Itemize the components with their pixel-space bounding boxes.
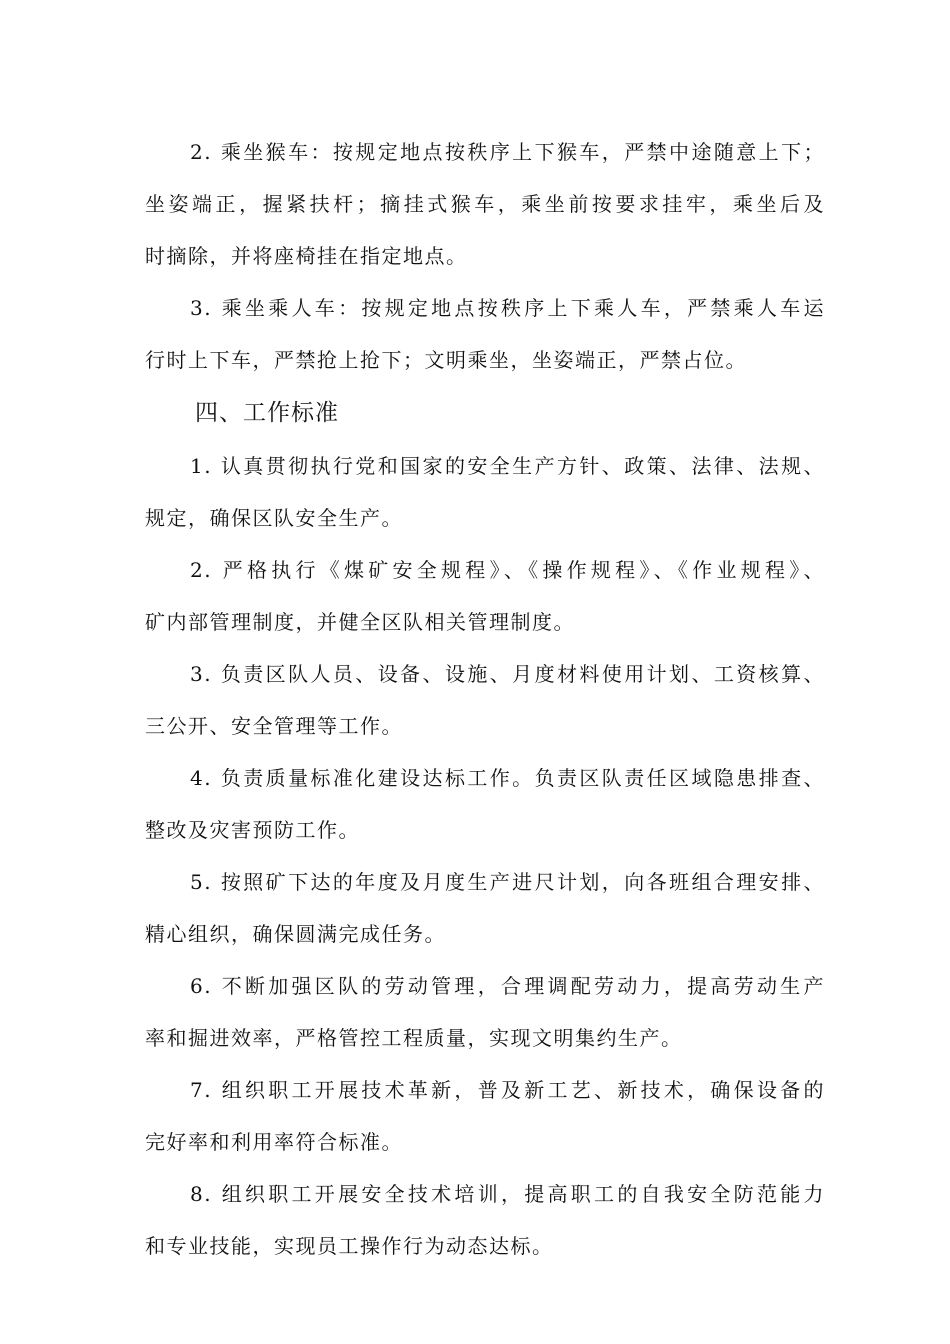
paragraph-line: 和专业技能，实现员工操作行为动态达标。 (145, 1234, 554, 1258)
document-body (145, 128, 825, 1274)
standard-item-1 (145, 442, 825, 546)
standard-item-8 (145, 1170, 825, 1274)
paragraph-line: 1. 认真贯彻执行党和国家的安全生产方针、政策、法律、法规、 (190, 454, 825, 478)
paragraph-line: 4. 负责质量标准化建设达标工作。负责区队责任区域隐患排查、 (190, 766, 825, 790)
paragraph-line: 率和掘进效率，严格管控工程质量，实现文明集约生产。 (145, 1026, 683, 1050)
standard-item-7 (145, 1066, 825, 1170)
paragraph-line: 6. 不断加强区队的劳动管理，合理调配劳动力，提高劳动生产 (190, 974, 825, 998)
paragraph-line: 行时上下车，严禁抢上抢下；文明乘坐，坐姿端正，严禁占位。 (145, 348, 747, 372)
paragraph-monkey-car (145, 128, 825, 284)
paragraph-line: 时摘除，并将座椅挂在指定地点。 (145, 244, 468, 268)
paragraph-line: 3. 负责区队人员、设备、设施、月度材料使用计划、工资核算、 (190, 662, 825, 686)
paragraph-line: 2. 严格执行《煤矿安全规程》、《操作规程》、《作业规程》、 (190, 558, 825, 582)
paragraph-line: 精心组织，确保圆满完成任务。 (145, 922, 446, 946)
paragraph-line: 矿内部管理制度，并健全区队相关管理制度。 (145, 610, 575, 634)
standard-item-5 (145, 858, 825, 962)
section-heading: 四、工作标准 (195, 400, 339, 426)
standard-item-4 (145, 754, 825, 858)
paragraph-line: 5. 按照矿下达的年度及月度生产进尺计划，向各班组合理安排、 (190, 870, 825, 894)
paragraph-line: 3. 乘坐乘人车：按规定地点按秩序上下乘人车，严禁乘人车运 (190, 296, 825, 320)
paragraph-line: 2. 乘坐猴车：按规定地点按秩序上下猴车，严禁中途随意上下； (190, 140, 825, 164)
paragraph-passenger-car (145, 284, 825, 388)
paragraph-line: 三公开、安全管理等工作。 (145, 714, 403, 738)
paragraph-line: 规定，确保区队安全生产。 (145, 506, 403, 530)
paragraph-line: 8. 组织职工开展安全技术培训，提高职工的自我安全防范能力 (190, 1182, 825, 1206)
paragraph-line: 7. 组织职工开展技术革新，普及新工艺、新技术，确保设备的 (190, 1078, 825, 1102)
standard-item-2 (145, 546, 825, 650)
standard-item-3 (145, 650, 825, 754)
paragraph-line: 坐姿端正，握紧扶杆；摘挂式猴车，乘坐前按要求挂牢，乘坐后及 (145, 192, 825, 216)
standard-item-6 (145, 962, 825, 1066)
paragraph-line: 完好率和利用率符合标准。 (145, 1130, 403, 1154)
paragraph-line: 整改及灾害预防工作。 (145, 818, 360, 842)
